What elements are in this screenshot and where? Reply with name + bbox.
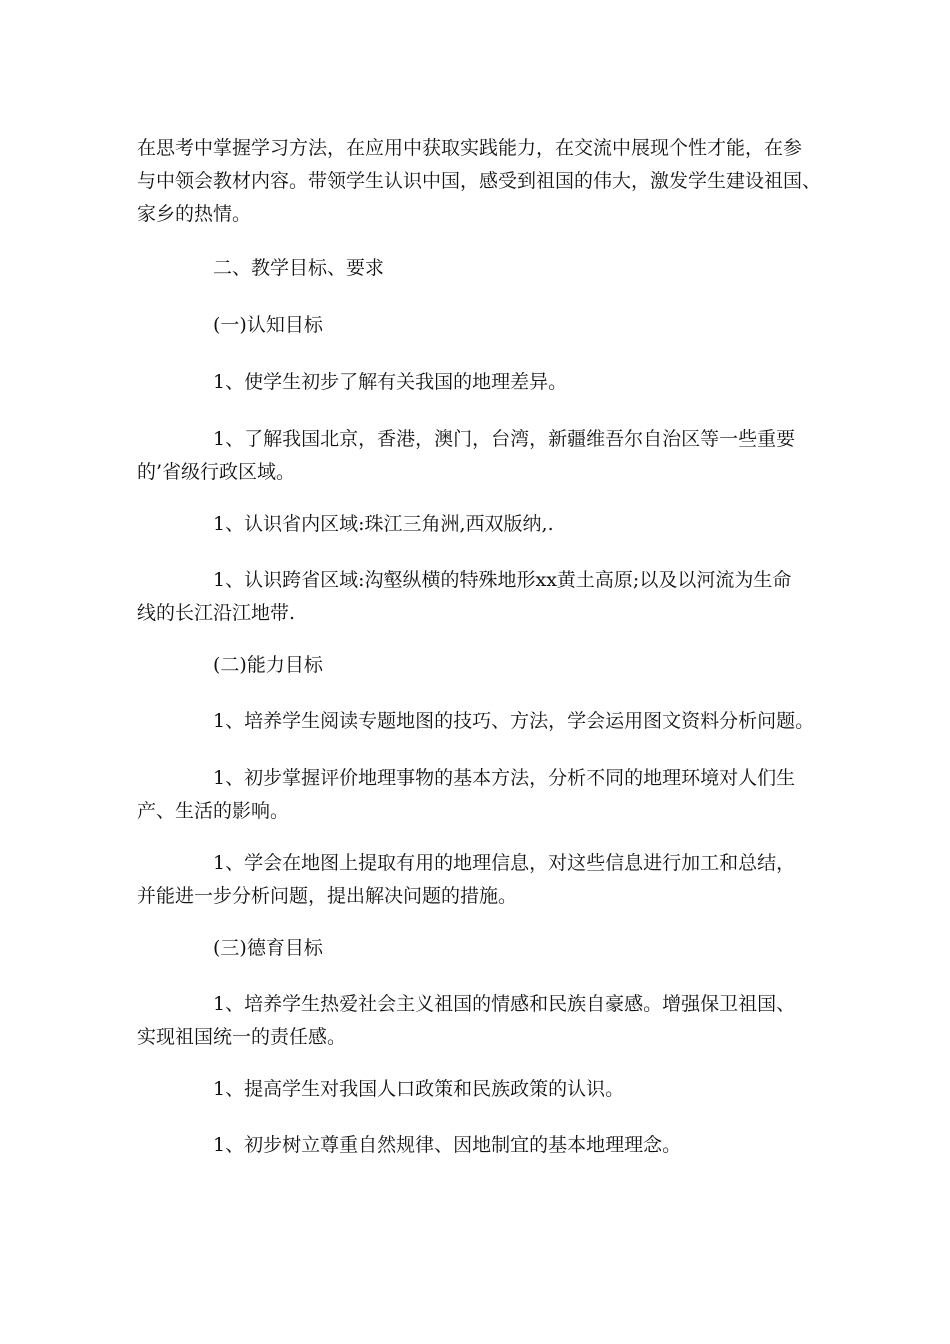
text-line: (二)能力目标 (213, 654, 323, 676)
list-item (137, 366, 827, 399)
text-line: 1、认识省内区域:珠江三角洲,西双版纳,. (213, 513, 554, 535)
text-line: 1、使学生初步了解有关我国的地理差异。 (213, 371, 568, 393)
text-line: 1、提高学生对我国人口政策和民族政策的认识。 (213, 1078, 625, 1100)
list-item (137, 564, 827, 630)
text-line: (三)德育目标 (213, 937, 323, 959)
list-item (137, 988, 827, 1054)
list-item (137, 705, 827, 738)
subheading-cognitive (137, 309, 827, 342)
text-line: 并能进一步分析问题，提出解决问题的措施。 (137, 885, 518, 907)
list-item (137, 423, 827, 489)
subheading-ability (137, 649, 827, 682)
text-line: 家乡的热情。 (137, 203, 252, 225)
text-line: 1、认识跨省区域:沟壑纵横的特殊地形xx黄土高原;以及以河流为生命 (213, 569, 792, 591)
text-line: 1、学会在地图上提取有用的地理信息，对这些信息进行加工和总结， (213, 852, 796, 874)
text-line: 产、生活的影响。 (137, 800, 290, 822)
text-line: 1、初步掌握评价地理事物的基本方法，分析不同的地理环境对人们生 (213, 767, 796, 789)
list-item (137, 847, 827, 913)
list-item (137, 508, 827, 541)
text-line: 二、教学目标、要求 (213, 257, 385, 279)
text-line: 的’省级行政区域。 (137, 461, 296, 483)
text-line: 1、培养学生热爱社会主义祖国的情感和民族自豪感。增强保卫祖国、 (213, 993, 796, 1015)
text-line: 1、初步树立尊重自然规律、因地制宜的基本地理理念。 (213, 1134, 682, 1156)
list-item (137, 762, 827, 828)
text-line: 在思考中掌握学习方法，在应用中获取实践能力，在交流中展现个性才能，在参 (137, 137, 803, 159)
text-line: 1、了解我国北京，香港，澳门，台湾，新疆维吾尔自治区等一些重要 (213, 428, 796, 450)
text-line: (一)认知目标 (213, 314, 323, 336)
text-line: 1、培养学生阅读专题地图的技巧、方法，学会运用图文资料分析问题。 (213, 710, 815, 732)
text-line: 实现祖国统一的责任感。 (137, 1026, 347, 1048)
section-heading-goals (137, 252, 827, 285)
list-item (137, 1129, 827, 1162)
list-item (137, 1073, 827, 1106)
subheading-moral (137, 932, 827, 965)
intro-paragraph (137, 132, 827, 231)
text-line: 与中领会教材内容。带领学生认识中国，感受到祖国的伟大，激发学生建设祖国、 (137, 170, 822, 192)
text-line: 线的长江沿江地带. (137, 602, 296, 624)
